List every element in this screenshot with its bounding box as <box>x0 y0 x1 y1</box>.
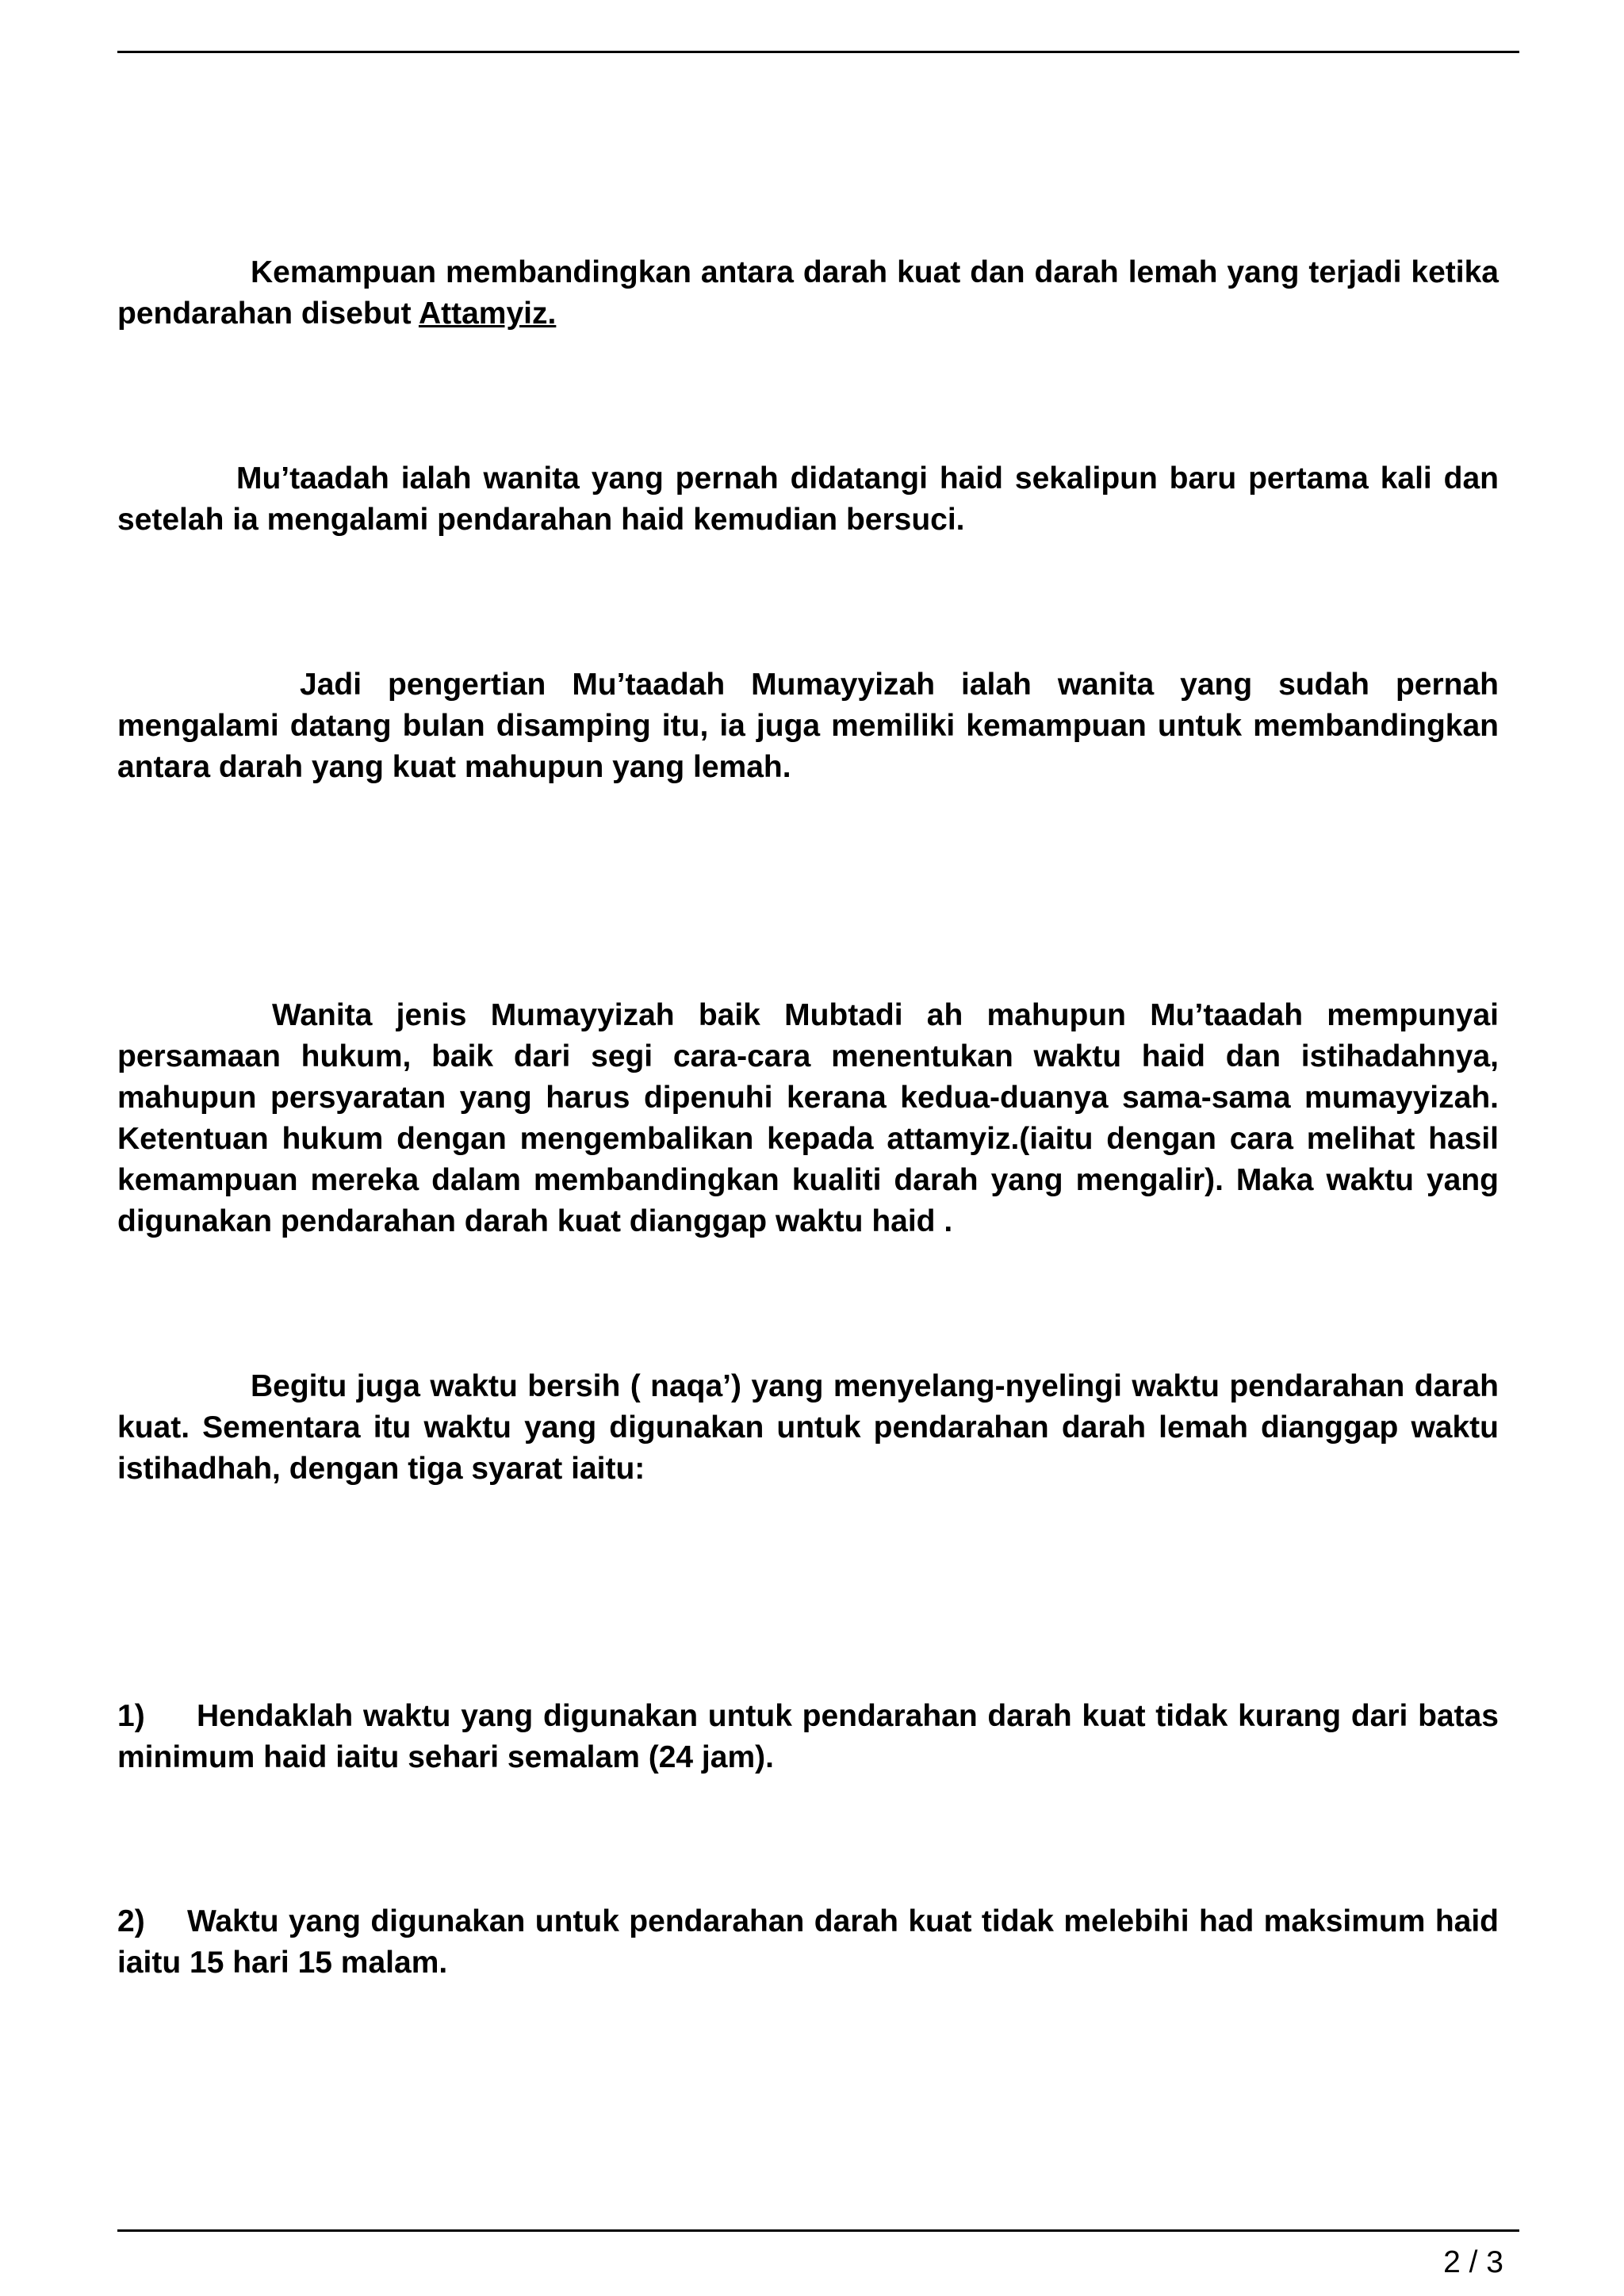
page-number: 2 / 3 <box>1443 2245 1503 2279</box>
paragraph-waktu-bersih <box>117 1366 1499 1490</box>
paragraph-mutaadah-mumayyizah <box>117 664 1499 788</box>
paragraph-text: Wanita jenis Mumayyizah baik Mubtadi ah mahupun Mu’taadah mempunyai persamaan hukum, baik dari segi cara-cara menentukan waktu haid dan istihadahnya, mahupun persyaratan yang harus dipenuhi kerana kedua-duanya sama-sama mumayyizah. Ketentuan hukum dengan mengembalikan kepada attamyiz.(iaitu dengan cara melihat hasil kemampuan mereka dalam membandingkan kualiti darah yang mengalir). Maka waktu yang digunakan pendarahan darah kuat dianggap waktu haid . <box>117 998 1499 1238</box>
paragraph-wanita-mumayyizah <box>117 995 1499 1242</box>
paragraph-mutaadah <box>117 458 1499 541</box>
condition-item-2 <box>117 1901 1499 1984</box>
paragraph-attamyiz <box>117 252 1499 335</box>
condition-item-1 <box>117 1696 1499 1778</box>
header-rule <box>117 51 1519 53</box>
paragraph-text: Kemampuan membandingkan antara darah kuat dan darah lemah yang terjadi ketika pendarahan disebut <box>117 255 1499 331</box>
paragraph-text: Mu’taadah ialah wanita yang pernah didatangi haid sekalipun baru pertama kali dan setelah ia mengalami pendarahan haid kemudian bersuci. <box>117 461 1499 537</box>
condition-number: 1) <box>117 1699 145 1733</box>
footer-rule <box>117 2229 1519 2232</box>
condition-number: 2) <box>117 1904 145 1938</box>
paragraph-text: Begitu juga waktu bersih ( naqa’) yang menyelang-nyelingi waktu pendarahan darah kuat. Sementara itu waktu yang digunakan untuk pendarahan darah lemah dianggap waktu istihadhah, dengan tiga syarat iaitu: <box>117 1369 1499 1486</box>
condition-text: Waktu yang digunakan untuk pendarahan darah kuat tidak melebihi had maksimum haid iaitu 15 hari 15 malam. <box>117 1904 1499 1980</box>
paragraph-text: Jadi pengertian Mu’taadah Mumayyizah ialah wanita yang sudah pernah mengalami datang bulan disamping itu, ia juga memiliki kemampuan untuk membandingkan antara darah yang kuat mahupun yang lemah. <box>117 668 1499 784</box>
condition-text: Hendaklah waktu yang digunakan untuk pendarahan darah kuat tidak kurang dari batas minimum haid iaitu sehari semalam (24 jam). <box>117 1699 1499 1774</box>
term-attamyiz: Attamyiz. <box>418 297 557 331</box>
